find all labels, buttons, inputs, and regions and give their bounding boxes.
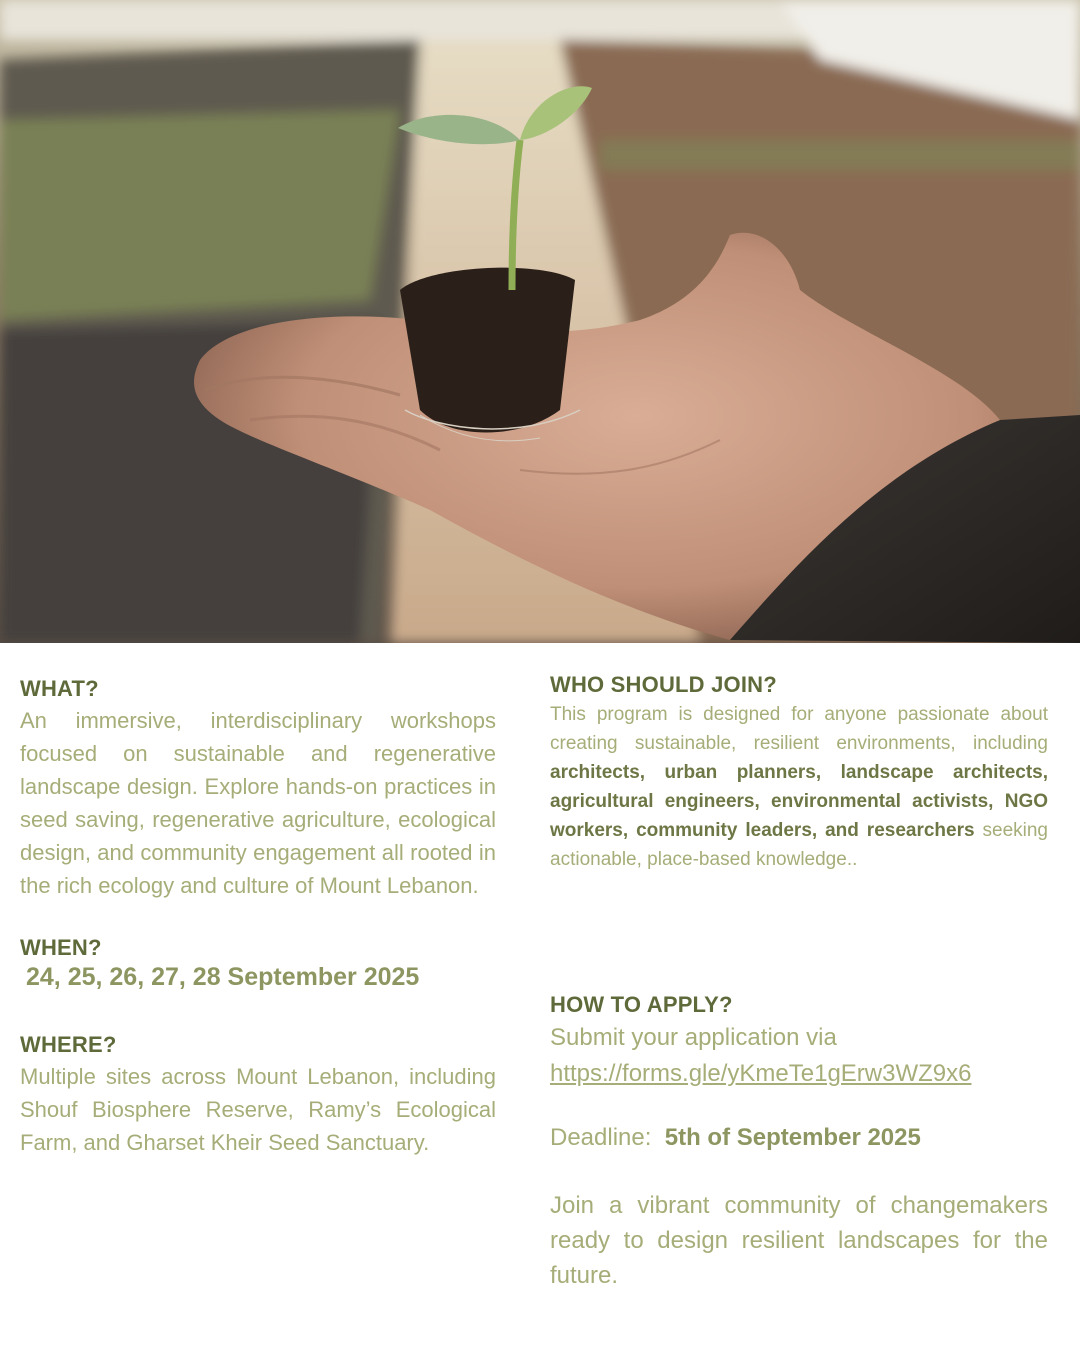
where-section	[20, 1032, 496, 1159]
apply-heading: HOW TO APPLY?	[550, 992, 733, 1017]
left-column	[20, 676, 496, 1159]
where-body: Multiple sites across Mount Lebanon, including Shouf Biosphere Reserve, Ramy’s Ecological Farm, and Gharset Kheir Seed Sanctuary.	[20, 1064, 496, 1155]
who-heading: WHO SHOULD JOIN?	[550, 672, 777, 697]
hero-photo-seedling-in-hand	[0, 0, 1080, 643]
who-body	[550, 700, 1048, 874]
when-dates: 24, 25, 26, 27, 28 September 2025	[26, 963, 420, 991]
apply-instruction: Submit your application via	[550, 1024, 837, 1051]
deadline-date: 5th of September 2025	[664, 1124, 921, 1151]
who-section	[550, 672, 1048, 874]
who-audience: architects, urban planners, landscape architects, agricultural engineers, environmental activists, NGO workers, community leaders, and researchers	[550, 762, 1048, 841]
apply-form-link[interactable]: https://forms.gle/yKmeTe1gErw3WZ9x6	[550, 1060, 972, 1087]
deadline-label: Deadline:	[550, 1124, 652, 1151]
right-column	[550, 672, 1048, 1289]
what-section	[20, 676, 496, 902]
when-section	[20, 935, 496, 992]
apply-section	[550, 992, 1048, 1293]
what-body: An immersive, interdisciplinary workshops focused on sustainable and regenerative landscape design. Explore hands-on practices in seed saving, regenerative agriculture, ecological design, and community engagement all rooted in the rich ecology and culture of Mount Lebanon.	[20, 708, 496, 898]
what-heading: WHAT?	[20, 676, 99, 701]
deadline-line	[550, 1124, 1048, 1152]
when-heading: WHEN?	[20, 935, 102, 960]
who-intro: This program is designed for anyone passionate about creating sustainable, resilient environments, including	[550, 704, 1048, 754]
closing-statement: Join a vibrant community of changemakers ready to design resilient landscapes for the future.	[550, 1192, 1048, 1289]
where-heading: WHERE?	[20, 1032, 117, 1057]
who-outro: seeking actionable, place-based knowledge..	[550, 820, 1048, 870]
hero-illustration	[0, 0, 1080, 643]
